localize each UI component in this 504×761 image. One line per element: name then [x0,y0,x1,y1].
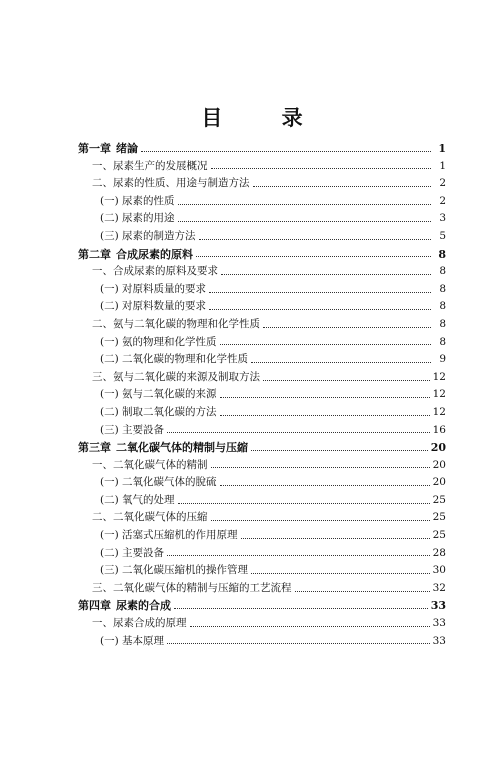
toc-entry-title: 一、合成尿素的原料及要求 [92,265,218,278]
dot-leader [251,572,430,574]
dot-leader [211,519,430,521]
toc-page-number: 25 [432,529,446,542]
toc-page-number: 16 [432,423,446,436]
toc-entry [78,633,446,651]
toc-page-number: 20 [432,476,446,489]
toc-entry [78,298,446,316]
dot-leader [141,150,431,152]
toc-entry [78,492,446,510]
toc-entry-title: 二、氨与二氧化碳的物理和化学性质 [92,317,260,330]
toc-entry-title: 三、氨与二氧化碳的来源及制取方法 [92,370,260,383]
toc-page-number: 8 [439,265,446,278]
toc-page-number: 25 [432,493,446,506]
toc-page-number: 12 [432,370,446,383]
toc-page-number: 8 [438,247,446,261]
dot-leader [251,361,431,363]
toc-page-number: 20 [432,458,446,471]
dot-leader [178,220,431,222]
dot-leader [295,590,430,592]
dot-leader [221,273,431,275]
toc-chapter-number: 第一章 [78,142,111,155]
toc-page-number: 25 [432,511,446,524]
toc-entry-title: 二、二氧化碳气体的压縮 [92,511,208,524]
toc-page-number: 8 [439,300,446,313]
dot-leader [263,379,430,381]
toc-entry [78,404,446,422]
toc-entry [78,351,446,369]
toc-entry-title: (一) 氨的物理和化学性质 [100,335,217,348]
toc-entry [78,562,446,580]
toc-page-number: 20 [430,441,446,455]
toc-entry [78,615,446,633]
toc-entry [78,334,446,352]
toc-chapter-entry [78,246,446,264]
toc-chapter-entry [78,439,446,457]
toc-entry-title: 一、尿素合成的原理 [92,617,187,630]
table-of-contents [78,140,446,650]
toc-entry [78,193,446,211]
toc-entry [78,422,446,440]
toc-entry [78,263,446,281]
dot-leader [241,537,430,539]
toc-page-number: 1 [438,142,446,155]
toc-page-number: 2 [439,194,446,207]
toc-entry-title: 一、尿素生产的发展概况 [92,159,208,172]
toc-page-number: 3 [439,212,446,225]
toc-entry-title: 绪論 [116,142,138,155]
toc-chapter-entry [78,140,446,158]
toc-page-number: 9 [439,353,446,366]
dot-leader [196,255,431,257]
toc-entry [78,210,446,228]
toc-page-number: 2 [439,177,446,190]
toc-page-number: 12 [432,405,446,418]
toc-entry [78,316,446,334]
toc-entry-title: 二、尿素的性质、用途与制造方法 [92,177,250,190]
toc-entry [78,474,446,492]
dot-leader [220,396,430,398]
dot-leader [167,554,430,556]
dot-leader [263,326,431,328]
toc-entry [78,158,446,176]
dot-leader [220,343,431,345]
toc-entry-title: 二氧化碳气体的精制与压縮 [116,441,248,455]
toc-page-number: 33 [432,634,446,647]
page-title: 目 录 [201,105,329,130]
toc-page-number: 28 [432,546,446,559]
dot-leader [209,291,431,293]
toc-entry [78,457,446,475]
dot-leader [199,238,431,240]
toc-entry-title: (二) 对原料数量的要求 [100,300,207,313]
dot-leader [220,414,430,416]
toc-entry-title: (三) 主要設备 [100,423,165,436]
toc-entry-title: (一) 二氧化碳气体的脫硫 [100,476,217,489]
toc-page-number: 8 [439,282,446,295]
toc-page-number: 33 [432,617,446,630]
toc-entry [78,228,446,246]
toc-entry-title: (一) 氨与二氧化碳的来源 [100,388,217,401]
toc-entry-title: (三) 尿素的制造方法 [100,229,196,242]
toc-entry [78,281,446,299]
toc-page-number: 5 [439,229,446,242]
toc-page-number: 12 [432,388,446,401]
toc-chapter-entry [78,597,446,615]
toc-entry-title: (二) 氧气的处理 [100,493,175,506]
toc-entry [78,509,446,527]
toc-entry-title: (二) 主要設备 [100,546,165,559]
toc-entry-title: 三、二氧化碳气体的精制与压縮的工艺流程 [92,581,292,594]
toc-entry [78,386,446,404]
toc-entry [78,369,446,387]
toc-page-number: 8 [439,317,446,330]
dot-leader [251,449,428,451]
dot-leader [253,185,432,187]
dot-leader [211,466,430,468]
toc-entry-title: (一) 活塞式压縮机的作用原理 [100,529,238,542]
toc-chapter-number: 第三章 [78,441,111,455]
toc-entry [78,580,446,598]
toc-chapter-number: 第二章 [78,247,111,261]
toc-page-number: 33 [430,599,446,613]
toc-entry [78,527,446,545]
toc-page-number: 30 [432,564,446,577]
toc-entry-title: 合成尿素的原料 [116,247,193,261]
toc-entry-title: 一、二氧化碳气体的精制 [92,458,208,471]
dot-leader [167,642,430,644]
toc-entry-title: (二) 尿素的用途 [100,212,175,225]
toc-entry [78,175,446,193]
dot-leader [167,431,430,433]
dot-leader [174,607,428,609]
toc-entry-title: 尿素的合成 [116,599,171,613]
toc-entry-title: (二) 制取二氧化碳的方法 [100,405,217,418]
toc-chapter-number: 第四章 [78,599,111,613]
dot-leader [190,625,430,627]
toc-entry [78,545,446,563]
dot-leader [178,502,430,504]
toc-page-number: 32 [432,581,446,594]
dot-leader [178,203,431,205]
toc-entry-title: (三) 二氧化碳压縮机的操作管理 [100,564,249,577]
toc-entry-title: (二) 二氧化碳的物理和化学性质 [100,353,249,366]
toc-page-number: 8 [439,335,446,348]
dot-leader [209,308,431,310]
toc-entry-title: (一) 对原料质量的要求 [100,282,207,295]
toc-entry-title: (一) 尿素的性质 [100,194,175,207]
toc-page-number: 1 [439,159,446,172]
dot-leader [211,167,432,169]
dot-leader [220,484,430,486]
toc-entry-title: (一) 基本原理 [100,634,165,647]
